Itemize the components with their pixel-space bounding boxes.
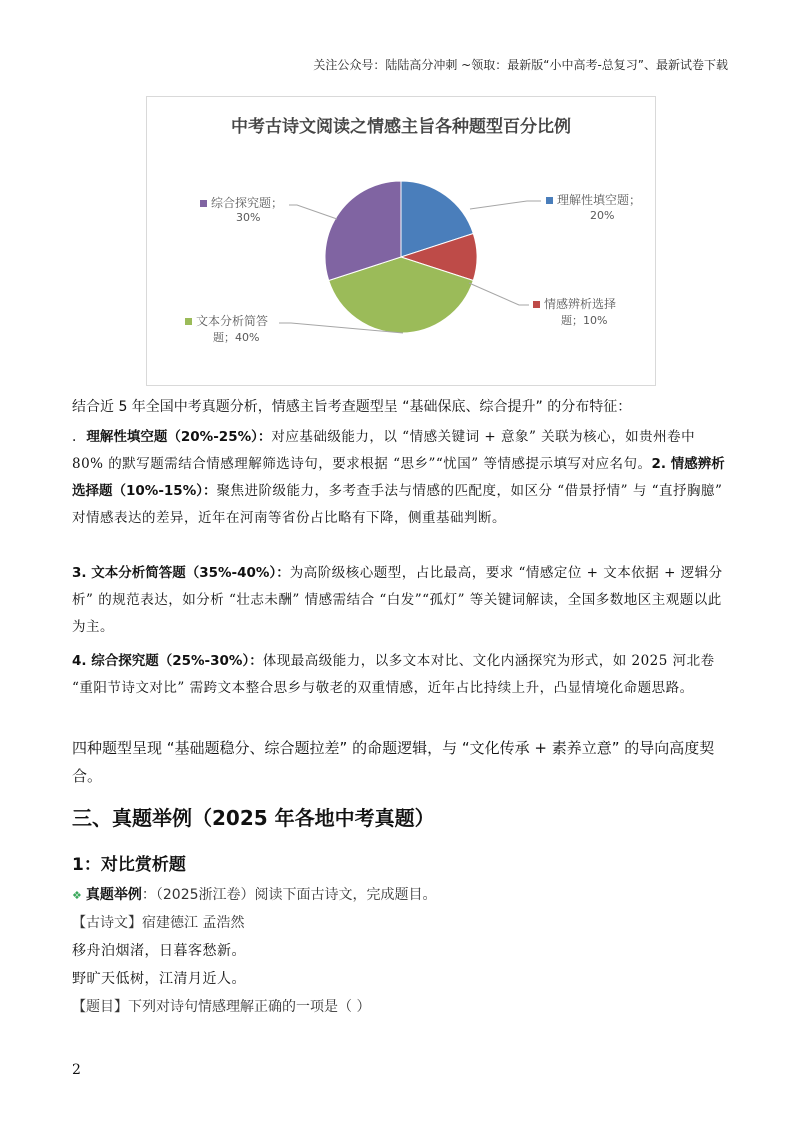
question-label: 【题目】 (72, 999, 128, 1015)
slice-label-3: 文本分析简答 (196, 314, 269, 328)
p2-title: 2. 情感辨析选择题（10%-15%）： (72, 456, 725, 499)
page-number: 2 (72, 1062, 81, 1078)
poem-title-line (72, 912, 244, 932)
slice-label-2: 情感辨析选择 (544, 297, 617, 311)
legend-swatch-3 (185, 318, 192, 325)
slice-value-1: 20% (590, 209, 615, 222)
section-heading: 三、真题举例（2025 年各地中考真题） (72, 806, 435, 830)
p2-text: 聚焦进阶级能力，多考查手法与情感的匹配度，如区分 “借景抒情” 与 “直抒胸臆” 对情感表达的差异，近年在河南等省份占比略有下降，侧重基础判断。 (72, 483, 723, 526)
p3-text: 为高阶级核心题型，占比最高，要求 “情感定位 + 文本依据 + 逻辑分析” 的规范表达，如分析 “壮志未酬” 情感需结合 “白发”“孤灯” 等关键词解读，全国多数地区主观题以此为主。 (72, 565, 723, 635)
p1-title: 理解性填空题（20%-25%）： (86, 429, 272, 445)
legend-swatch-4 (200, 200, 207, 207)
poem-line-2: 野旷天低树，江清月近人。 (72, 971, 246, 987)
slice-value-2: 题；10% (561, 314, 608, 327)
slice-label-1: 理解性填空题； (557, 193, 642, 207)
paragraph-4 (72, 648, 727, 702)
leader-line-1 (470, 201, 541, 209)
legend-swatch-1 (546, 197, 553, 204)
slice-value-4: 30% (236, 211, 261, 224)
p1-prefix: . (72, 429, 77, 445)
paragraph-3 (72, 560, 727, 641)
p3-title: 3. 文本分析简答题（35%-40%）： (72, 565, 290, 581)
example-text: ：（2025浙江卷）阅读下面古诗文，完成题目。 (141, 887, 437, 903)
chart-title: 中考古诗文阅读之情感主旨各种题型百分比例 (231, 117, 571, 137)
question-text: 下列对诗句情感理解正确的一项是（ ） (128, 999, 371, 1015)
leader-line-2 (469, 283, 529, 305)
page-header: 关注公众号：陆陆高分冲刺 ~领取：最新版“小中高考-总复习”、最新试卷下载 (313, 58, 728, 72)
summary-paragraph: 四种题型呈现 “基础题稳分、综合题拉差” 的命题逻辑，与 “文化传承 + 素养立意” 的导向高度契合。 (72, 739, 715, 785)
slice-value-3: 题；40% (213, 331, 260, 344)
p1-text: 对应基础级能力，以 “情感关键词 + 意象” 关联为核心，如贵州卷中 80% 的默写题需结合情感理解筛选诗句，要求根据 “思乡”“忧国” 等情感提示填写对应名句。 (72, 429, 696, 472)
section-subheading: 1：对比赏析题 (72, 855, 186, 875)
intro-paragraph: 结合近 5 年全国中考真题分析，情感主旨考查题型呈 “基础保底、综合提升” 的分布特征： (72, 399, 632, 415)
poem-line-1: 移舟泊烟渚，日暮客愁新。 (72, 943, 246, 959)
p4-title: 4. 综合探究题（25%-30%）： (72, 653, 263, 669)
paragraph-1-2 (72, 424, 727, 532)
poem-label: 【古诗文】 (72, 915, 142, 931)
legend-swatch-2 (533, 301, 540, 308)
slice-label-4: 综合探究题； (211, 196, 284, 210)
pie-chart (146, 96, 656, 386)
question-line (72, 996, 370, 1016)
p4-text: 体现最高级能力，以多文本对比、文化内涵探究为形式，如 2025 河北卷 “重阳节诗文对比” 需跨文本整合思乡与敬老的双重情感，近年占比持续上升，凸显情境化命题思路。 (72, 653, 715, 696)
example-label: 真题举例 (85, 887, 142, 903)
poem-title: 宿建德江 孟浩然 (142, 915, 245, 931)
diamond-bullet-icon: ❖ (72, 889, 82, 902)
pie-chart-svg (147, 97, 655, 385)
leader-line-4 (289, 205, 337, 219)
example-line (72, 884, 437, 904)
